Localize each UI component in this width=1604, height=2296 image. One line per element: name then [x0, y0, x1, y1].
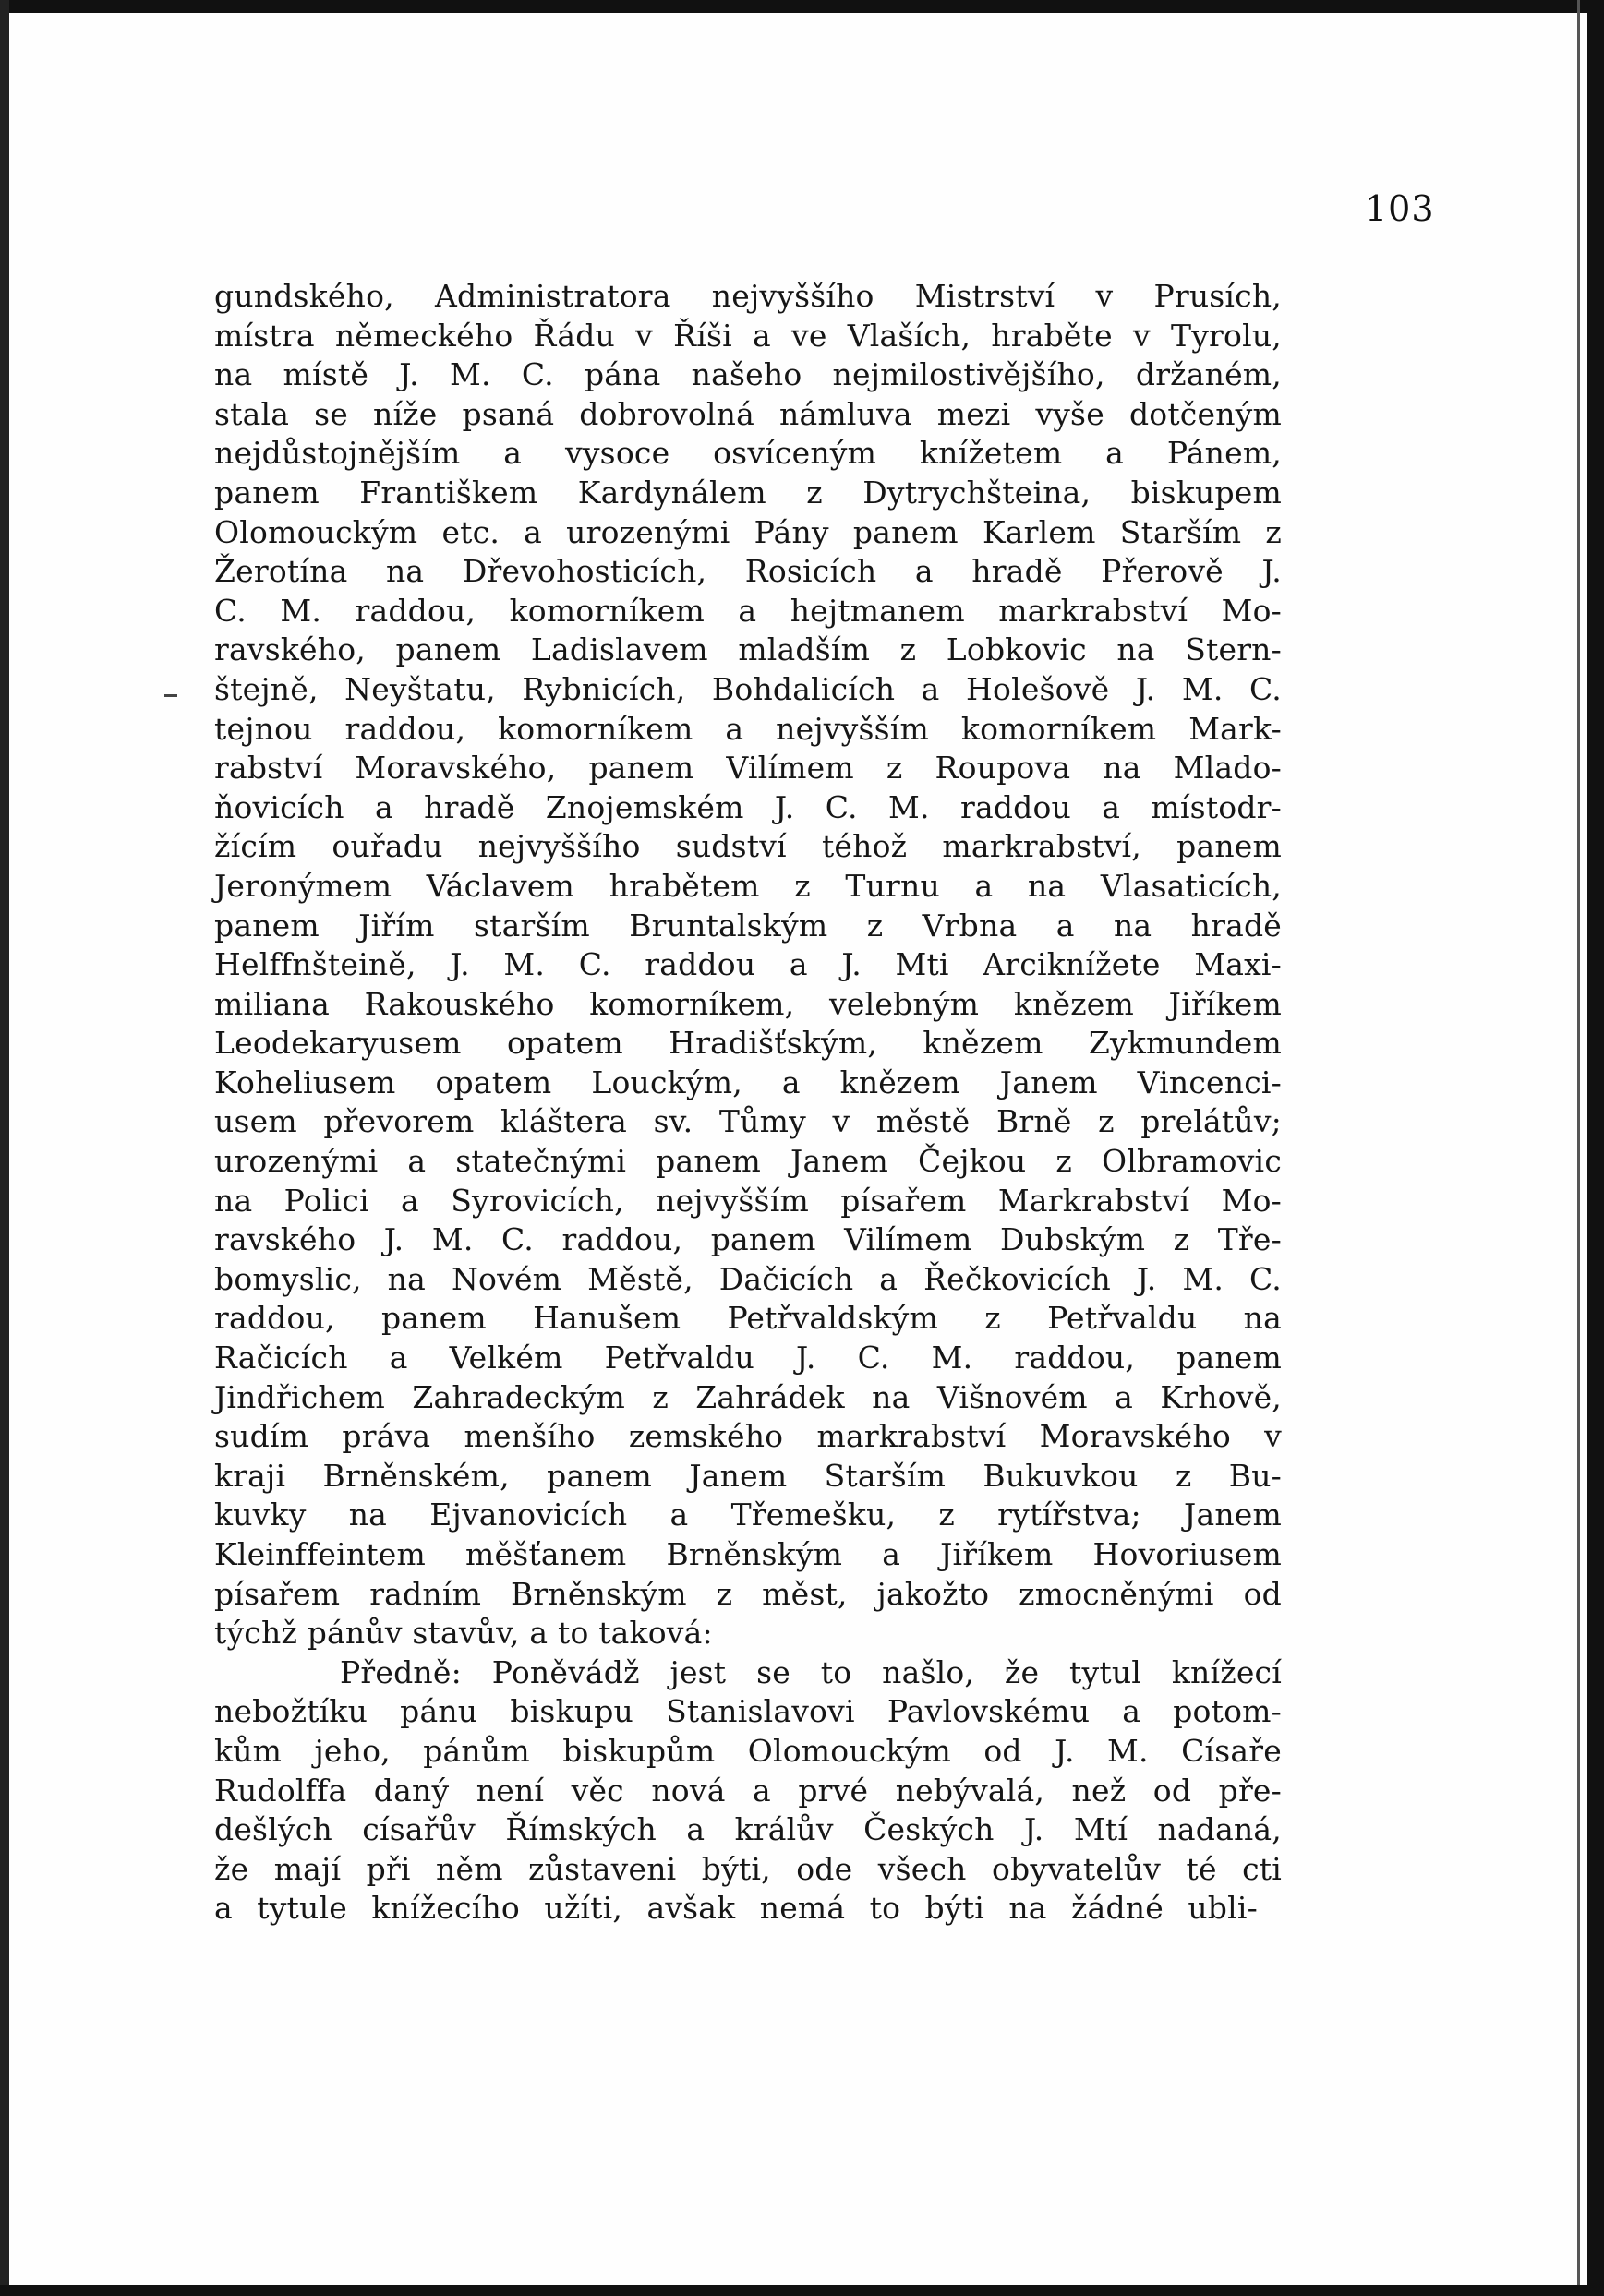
text-line: kuvky na Ejvanovicích a Třemešku, z rytířstva; Janem [214, 1497, 1282, 1533]
body-text [214, 277, 1282, 1929]
text-line: Olomouckým etc. a urozenými Pány panem Karlem Starším z [214, 513, 1282, 550]
text-line: že mají při něm zůstaveni býti, ode všech obyvatelův té cti [214, 1850, 1282, 1887]
page-number: 103 [1365, 188, 1435, 229]
text-line: Kleinffeintem měšťanem Brněnským a Jiříkem Hovoriusem [214, 1536, 1282, 1572]
text-line: panem Františkem Kardynálem z Dytrychšteina, biskupem [214, 474, 1282, 511]
text-line: miliana Rakouského komorníkem, velebným knězem Jiříkem [214, 985, 1282, 1022]
text-line: nebožtíku pánu biskupu Stanislavovi Pavlovskému a potom- [214, 1693, 1282, 1730]
text-line: kům jeho, pánům biskupům Olomouckým od J. M. Císaře [214, 1732, 1282, 1769]
scan-border-bottom [0, 2285, 1604, 2296]
text-line: písařem radním Brněnským z měst, jakožto zmocněnými od [214, 1575, 1282, 1612]
text-line: Jindřichem Zahradeckým z Zahrádek na Višnovém a Krhově, [214, 1378, 1282, 1415]
text-line: ravského, panem Ladislavem mladším z Lobkovic na Stern- [214, 631, 1282, 668]
text-line: Žerotína na Dřevohosticích, Rosicích a hradě Přerově J. [214, 553, 1282, 590]
text-line: nejdůstojnějším a vysoce osvíceným knížetem a Pánem, [214, 435, 1282, 472]
text-line: ňovicích a hradě Znojemském J. C. M. raddou a místodr- [214, 788, 1282, 825]
text-line: štejně, Neyštatu, Rybnicích, Bohdalicích a Holešově J. M. C. [214, 670, 1282, 707]
text-line: Rudolffa daný není věc nová a prvé nebývalá, než od pře- [214, 1772, 1282, 1809]
scan-border-right [1587, 0, 1604, 2296]
text-line: na Polici a Syrovicích, nejvyšším písařem Markrabství Mo- [214, 1182, 1282, 1219]
text-line: a tytule knížecího užíti, avšak nemá to býti na žádné ubli- [214, 1890, 1258, 1927]
text-line: C. M. raddou, komorníkem a hejtmanem markrabství Mo- [214, 592, 1282, 629]
text-line: rabství Moravského, panem Vilímem z Roupova na Mlado- [214, 750, 1282, 787]
text-line: tejnou raddou, komorníkem a nejvyšším komorníkem Mark- [214, 710, 1282, 747]
text-line: Helffnšteině, J. M. C. raddou a J. Mti Arciknížete Maxi- [214, 946, 1282, 983]
scan-border-left [0, 0, 9, 2296]
text-line: ravského J. M. C. raddou, panem Vilímem Dubským z Tře- [214, 1221, 1282, 1258]
text-line: Račicích a Velkém Petřvaldu J. C. M. raddou, panem [214, 1340, 1282, 1376]
scan-inner-rule [1577, 0, 1580, 2296]
text-line: urozenými a statečnými panem Janem Čejkou z Olbramovic [214, 1143, 1282, 1180]
text-line: žícím ouřadu nejvyššího sudství téhož markrabství, panem [214, 828, 1282, 865]
text-line: na místě J. M. C. pána našeho nejmilostivějšího, držaném, [214, 356, 1282, 393]
text-line: bomyslic, na Novém Městě, Dačicích a Řečkovicích J. M. C. [214, 1260, 1282, 1297]
text-line: týchž pánův stavův, a to taková: [214, 1615, 713, 1652]
margin-mark [164, 694, 177, 697]
text-line: usem převorem kláštera sv. Tůmy v městě Brně z prelátův; [214, 1103, 1282, 1140]
text-line: raddou, panem Hanušem Petřvaldským z Petřvaldu na [214, 1300, 1282, 1337]
text-line: místra německého Řádu v Říši a ve Vlaších, hraběte v Tyrolu, [214, 317, 1282, 354]
scan-border-top [0, 0, 1604, 13]
text-line: dešlých císařův Římských a králův Českých J. Mtí nadaná, [214, 1811, 1282, 1848]
text-line: kraji Brněnském, panem Janem Starším Bukuvkou z Bu- [214, 1457, 1282, 1494]
text-line: Předně: Poněvádž jest se to našlo, že tytul knížecí [340, 1653, 1282, 1690]
text-line: Koheliusem opatem Louckým, a knězem Janem Vincenci- [214, 1064, 1282, 1100]
text-line: Leodekaryusem opatem Hradišťským, knězem Zykmundem [214, 1025, 1282, 1062]
text-line: sudím práva menšího zemského markrabství Moravského v [214, 1418, 1282, 1455]
text-line: gundského, Administratora nejvyššího Mistrství v Prusích, [214, 278, 1282, 314]
text-line: stala se níže psaná dobrovolná námluva mezi vyše dotčeným [214, 395, 1282, 432]
text-line: panem Jiřím starším Bruntalským z Vrbna a na hradě [214, 907, 1282, 944]
text-line: Jeronýmem Václavem hrabětem z Turnu a na Vlasaticích, [214, 867, 1282, 904]
